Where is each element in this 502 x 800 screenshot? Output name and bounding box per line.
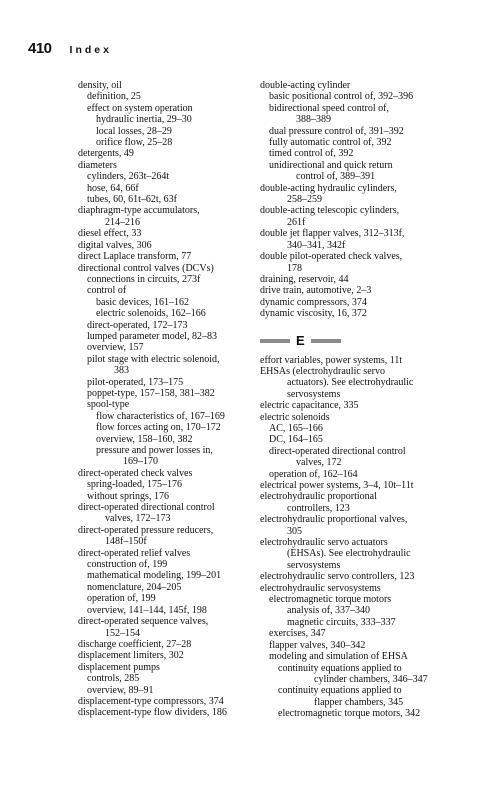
index-entry: dynamic compressors, 374 bbox=[260, 296, 367, 308]
index-entry: 169–170 bbox=[123, 456, 158, 468]
index-group-e bbox=[260, 355, 455, 720]
index-entry: electric solenoids, 162–166 bbox=[96, 308, 206, 320]
index-entry: displacement-type flow dividers, 186 bbox=[78, 707, 227, 719]
index-entry: electromagnetic torque motors, 342 bbox=[278, 708, 421, 720]
index-entry: basic positional control of, 392–396 bbox=[269, 91, 414, 103]
index-entry: cylinder chambers, 346–347 bbox=[314, 673, 428, 685]
index-entry: servosystems bbox=[287, 388, 341, 400]
index-entry: without springs, 176 bbox=[87, 490, 169, 502]
running-header bbox=[28, 40, 112, 62]
index-entry: flow forces acting on, 170–172 bbox=[96, 422, 221, 434]
index-entry: EHSAs (electrohydraulic servo bbox=[260, 365, 385, 377]
index-entry: fully automatic control of, 392 bbox=[269, 137, 392, 149]
section-rule-left bbox=[260, 339, 290, 343]
index-entry: directional control valves (DCVs) bbox=[78, 262, 214, 274]
index-entry: electrical power systems, 3–4, 10t–11t bbox=[260, 480, 414, 491]
index-entry: tubes, 60, 61t–62t, 63f bbox=[87, 194, 177, 206]
index-entry: 388–389 bbox=[296, 114, 331, 126]
index-entry: draining, reservoir, 44 bbox=[260, 273, 349, 285]
index-entry: 258–259 bbox=[287, 194, 322, 206]
index-entry: direct-operated check valves bbox=[78, 467, 193, 479]
index-entry: 178 bbox=[287, 262, 302, 274]
index-entry: 214–216 bbox=[105, 216, 140, 228]
index-entry: dual pressure control of, 391–392 bbox=[269, 125, 404, 137]
index-entry: double-acting cylinder bbox=[260, 80, 351, 91]
index-entry: analysis of, 337–340 bbox=[287, 605, 371, 617]
page-number: 410 bbox=[28, 40, 52, 57]
index-entry: flapper valves, 340–342 bbox=[269, 639, 366, 651]
index-group-d-continued bbox=[260, 80, 455, 320]
index-entry: direct-operated directional control bbox=[78, 502, 215, 514]
index-entry: basic devices, 161–162 bbox=[96, 296, 190, 308]
index-entry: detergents, 49 bbox=[78, 148, 134, 160]
index-entry: (EHSAs). See electrohydraulic bbox=[287, 548, 411, 560]
index-entry: electrohydraulic proportional valves, bbox=[260, 514, 408, 526]
index-entry: direct-operated pressure reducers, bbox=[78, 524, 214, 536]
index-entry: 152–154 bbox=[105, 627, 140, 639]
index-entry: overview, 141–144, 145f, 198 bbox=[87, 604, 207, 616]
index-entry: continuity equations applied to bbox=[278, 662, 402, 674]
index-entry: spring-loaded, 175–176 bbox=[87, 479, 182, 491]
index-entry: valves, 172–173 bbox=[105, 513, 171, 525]
index-entry: poppet-type, 157–158, 381–382 bbox=[87, 387, 215, 399]
index-entry: electrohydraulic proportional bbox=[260, 491, 377, 503]
index-entry: cylinders, 263t–264t bbox=[87, 171, 170, 183]
section-letter: E bbox=[296, 332, 305, 348]
index-entry: 148f–150f bbox=[105, 536, 147, 548]
index-entry: actuators). See electrohydraulic bbox=[287, 377, 414, 389]
index-entry: electrohydraulic servo controllers, 123 bbox=[260, 571, 415, 583]
index-entry: exercises, 347 bbox=[269, 628, 326, 640]
index-entry: definition, 25 bbox=[87, 91, 141, 103]
index-entry: diesel effect, 33 bbox=[78, 228, 142, 240]
index-entry: pilot-operated, 173–175 bbox=[87, 376, 184, 388]
index-entry: diaphragm-type accumulators, bbox=[78, 205, 200, 217]
index-entry: double pilot-operated check valves, bbox=[260, 251, 403, 263]
index-entry: drive train, automotive, 2–3 bbox=[260, 285, 372, 297]
index-entry: hydraulic inertia, 29–30 bbox=[96, 114, 192, 126]
index-entry: timed control of, 392 bbox=[269, 148, 354, 160]
running-title: Index bbox=[69, 44, 112, 56]
index-entry: DC, 164–165 bbox=[269, 434, 323, 446]
index-entry: local losses, 28–29 bbox=[96, 125, 172, 137]
index-entry: double jet flapper valves, 312–313f, bbox=[260, 228, 405, 240]
index-entry: bidirectional speed control of, bbox=[269, 102, 389, 114]
index-entry: pilot stage with electric solenoid, bbox=[87, 353, 220, 365]
index-entry: lumped parameter model, 82–83 bbox=[87, 330, 217, 342]
index-entry: electrohydraulic servosystems bbox=[260, 582, 381, 594]
index-entry: orifice flow, 25–28 bbox=[96, 137, 173, 149]
index-entry: modeling and simulation of EHSA bbox=[269, 651, 408, 663]
index-entry: 340–341, 342f bbox=[287, 239, 346, 251]
index-entry: double-acting hydraulic cylinders, bbox=[260, 182, 397, 194]
index-entry: effect on system operation bbox=[87, 102, 193, 114]
index-entry: electromagnetic torque motors bbox=[269, 594, 392, 606]
index-entry: overview, 157 bbox=[87, 342, 144, 354]
index-entry: nomenclature, 204–205 bbox=[87, 581, 182, 593]
index-entry: direct-operated sequence valves, bbox=[78, 616, 209, 628]
index-entry: mathematical modeling, 199–201 bbox=[87, 570, 222, 582]
index-entry: electric solenoids bbox=[260, 411, 330, 423]
index-entry: electric capacitance, 335 bbox=[260, 400, 359, 412]
index-entry: dynamic viscosity, 16, 372 bbox=[260, 308, 367, 320]
index-entry: displacement limiters, 302 bbox=[78, 650, 184, 662]
index-entry: direct Laplace transform, 77 bbox=[78, 251, 192, 263]
index-entry: control of bbox=[87, 285, 127, 297]
index-entry: displacement-type compressors, 374 bbox=[78, 695, 224, 707]
index-entry: density, oil bbox=[78, 80, 122, 91]
index-entry: continuity equations applied to bbox=[278, 685, 402, 697]
index-entry: pressure and power losses in, bbox=[96, 445, 213, 456]
index-entry: 261f bbox=[287, 216, 306, 228]
section-heading-e bbox=[260, 330, 455, 352]
index-entry: 305 bbox=[287, 525, 302, 537]
index-entry: diameters bbox=[78, 159, 117, 171]
index-entry: operation of, 162–164 bbox=[269, 468, 358, 480]
index-entry: electrohydraulic servo actuators bbox=[260, 537, 388, 549]
index-entry: controls, 285 bbox=[87, 673, 140, 685]
index-entry: operation of, 199 bbox=[87, 593, 156, 605]
index-entry: direct-operated directional control bbox=[269, 445, 406, 457]
index-entry: hose, 64, 66f bbox=[87, 182, 139, 194]
index-entry: discharge coefficient, 27–28 bbox=[78, 638, 192, 650]
index-entry: valves, 172 bbox=[296, 457, 342, 469]
index-entry: double-acting telescopic cylinders, bbox=[260, 205, 400, 217]
section-rule-right bbox=[311, 339, 341, 343]
index-entry: servosystems bbox=[287, 559, 341, 571]
index-entry: direct-operated relief valves bbox=[78, 547, 191, 559]
index-entry: construction of, 199 bbox=[87, 559, 168, 571]
index-entry: control of, 389–391 bbox=[296, 171, 376, 183]
index-entry: effort variables, power systems, 11t bbox=[260, 354, 403, 366]
index-entry: flow characteristics of, 167–169 bbox=[96, 410, 225, 422]
index-entry: flapper chambers, 345 bbox=[314, 696, 404, 708]
index-column-right bbox=[260, 80, 455, 720]
index-entry: controllers, 123 bbox=[287, 502, 350, 514]
index-entry: displacement pumps bbox=[78, 661, 160, 673]
index-entry: spool-type bbox=[87, 399, 130, 411]
index-entry: direct-operated, 172–173 bbox=[87, 319, 188, 331]
index-entry: unidirectional and quick return bbox=[269, 159, 393, 171]
index-entry: 383 bbox=[114, 365, 129, 377]
index-column-left bbox=[78, 80, 248, 719]
index-entry: overview, 158–160, 382 bbox=[96, 433, 193, 445]
index-entry: magnetic circuits, 333–337 bbox=[287, 616, 396, 628]
index-entry: overview, 89–91 bbox=[87, 684, 154, 696]
index-entry: digital valves, 306 bbox=[78, 239, 152, 251]
index-entry: connections in circuits, 273f bbox=[87, 273, 201, 285]
index-entry: AC, 165–166 bbox=[269, 422, 323, 434]
